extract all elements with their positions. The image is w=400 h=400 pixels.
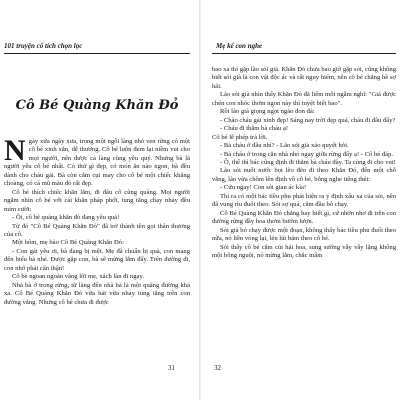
paragraph: Từ đó "Cô Bé Quàng Khăn Đỏ" đã trở thành tên gọi thân thương của cô.	[4, 222, 190, 238]
running-head-left: 101 truyện cổ tích chọn lọc	[4, 42, 83, 50]
paragraph: Rồi lão giả giọng ngọt ngào đon đả:	[220, 108, 315, 116]
paragraph: - Con gái yêu ơi, bà đang bị mệt. Mẹ đã chuẩn bị quà, con mang đến biếu bà nhé. Được gặp con, bà sẽ mừng lắm đấy. Trên đường đi, con nhớ phải cẩn thận!	[4, 247, 190, 272]
header-rule-left	[4, 53, 190, 54]
paragraph: - Cháu đi thăm bà cháu ạ!	[220, 125, 289, 133]
paragraph: - Chào cháu gái xinh đẹp! Sáng nay trời đẹp quá, cháu đi đâu đấy?	[220, 116, 396, 124]
paragraph: - Ôi, cô bé quàng khăn đỏ đang yêu quá!	[12, 214, 120, 222]
header-rule-right	[212, 53, 396, 54]
paragraph: Lão sói già nhìn thấy Khăn Đỏ đã liếm môi ngẫm nghĩ: "Giá được chén con nhóc thơm ngon này thì tuyệt biết bao".	[212, 91, 396, 107]
page-number-right: 32	[214, 364, 221, 372]
paragraph: Cô Bé Quàng Khăn Đỏ chẳng hay biết gì, cứ nhởn nhơ đi trên con đường rừng đầy hoa thơm bướm lượn.	[212, 209, 396, 226]
left-body-text	[4, 134, 190, 307]
opening-text: gày xửa ngày xưa, trong một ngôi làng nhỏ ven rừng có một cô bé xinh xắn, dễ thương. Cô bé luôn đem lại niềm vui cho mọi người, nên được cả làng cùng yêu quý. Nhưng bà là người yêu cô bé nhất. Có thứ gì đẹp, có món ăn nào ngon, bà đều dành cho cháu gái. Bà còn cắm cụi may cho cô bé một chiếc khăng choàng, có cả mũ màu đỏ rất đẹp.	[4, 138, 190, 188]
paragraph: - Bà cháu ở trong căn nhà nhỏ ngay giữa rừng đấy ạ! - Cô bé đáp.	[220, 150, 394, 158]
paragraph: Thì ra có một bác tiều phu phát hiện ra ý định xấu xa của sói, nên đã vung rìu đuổi theo. Sói sợ quá, cắm đầu bỏ chạy.	[212, 192, 396, 209]
paragraph: Lão sói nuốt nước bọt lẽo đẽo đi theo Khăn Đỏ, đến một chỗ vắng, lão vừa chồm lên định vồ cô bé, bỗng nghe tiếng thét:	[212, 167, 396, 183]
paragraph: Cô bé ngoan ngoãn vâng lời mẹ, xách làn đi ngay.	[12, 273, 144, 281]
paragraph: Sói già bỏ chạy được một đoạn, không thấy bác tiều phu đuổi theo nữa, nó liền vòng lại, lén lút bám theo cô bé.	[212, 226, 396, 243]
running-head-right: Mẹ kể con nghe	[216, 42, 263, 50]
paragraph: Cô bé thích chiếc khăn lắm, đi đâu cô cũng quàng. Mọi người ngắm nhìn cô bé với cái khăn pháp phới, tung tăng chạy nhảy đều mỉm cười:	[4, 188, 190, 213]
paragraph: Cô bé lễ phép trả lời.	[212, 133, 268, 141]
story-title: Cô Bé Quàng Khăn Đỏ	[15, 98, 179, 113]
drop-cap: N	[4, 134, 26, 167]
paragraph: Nhà bà ở trong rừng, từ làng đến nhà bà là một quãng đường khá xa. Cô Bé Quàng Khăn Đỏ vừa hát vừa nhảy tung tăng trên con đường vắng. Nhưng cô bé chưa đi được	[4, 281, 190, 306]
right-page	[200, 0, 400, 400]
paragraph: Sói thấy cô bé cắm cúi hái hoa, sung sướng vẫy vẫy lặng không một bông nguội, nó mừng lắm, chắc mẩm	[212, 243, 396, 259]
page-number-left: 31	[168, 364, 175, 372]
paragraph: - Bà cháu ở đâu nhỉ? - Lão sói già xảo quyệt hỏi.	[220, 142, 349, 150]
continuation-paragraph: bao xa thì gặp lão sói già. Khăn Đỏ chưa bao giờ gặp sói, cũng không biết sói già là con vật độc ác và rất nguy hiểm, nên cô bé chẳng hề sợ hãi.	[212, 66, 396, 90]
paragraph: - Cứu ngay! Con sói gian ác kìa!	[220, 184, 307, 192]
opening-paragraph	[4, 134, 190, 189]
paragraph: - Ồ, thế thì bác cũng định đi thăm bà cháu đây. Ta cùng đi cho vui!	[220, 158, 396, 166]
paragraph: Một hôm, mẹ bảo Cô Bé Quàng Khăn Đỏ:	[12, 239, 124, 247]
right-body-text	[212, 66, 396, 260]
